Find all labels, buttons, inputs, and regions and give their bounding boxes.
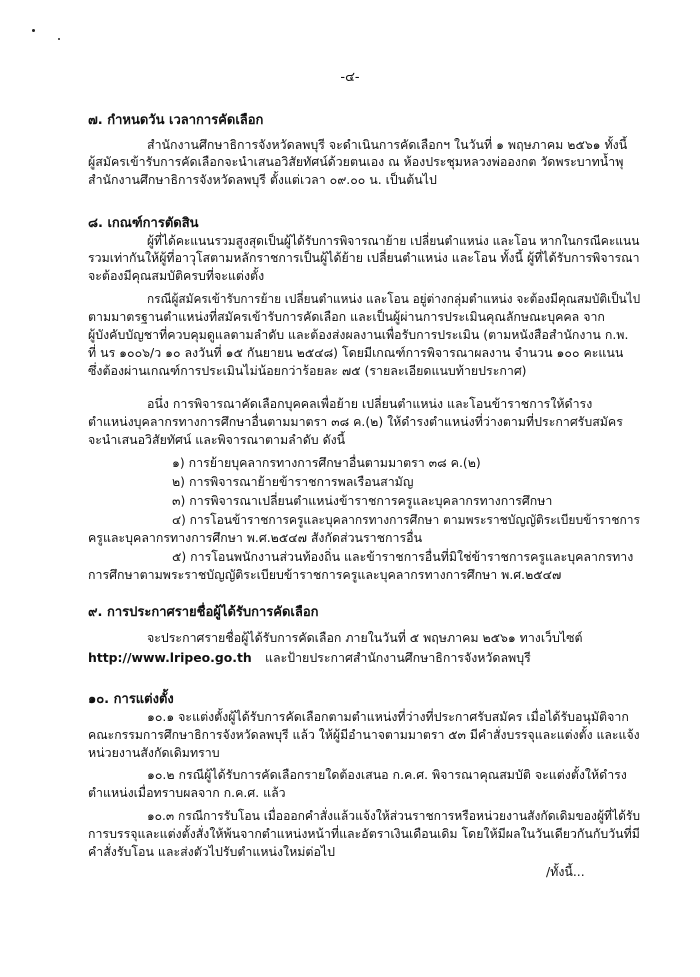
paragraph-line: จะต้องมีคุณสมบัติครบที่จะแต่งตั้ง bbox=[88, 268, 265, 283]
paragraph-line: คำสั่งรับโอน และส่งตัวไปรับตำแหน่งใหม่ต่อไป bbox=[88, 844, 336, 859]
website-url-text: http://www.lripeo.go.th bbox=[88, 650, 252, 665]
section-9-heading: ๙. การประกาศรายชื่อผู้ได้รับการคัดเลือก bbox=[88, 605, 319, 620]
paragraph-line: หน่วยงานสังกัดเดิมทราบ bbox=[88, 745, 220, 760]
paragraph-line: ผู้ที่ได้คะแนนรวมสูงสุดเป็นผู้ได้รับการพิจารณาย้าย เปลี่ยนตำแหน่ง และโอน หากในกรณีคะแนน bbox=[147, 233, 640, 248]
paragraph-line: คณะกรรมการศึกษาธิการจังหวัดลพบุรี แล้ว ให้ผู้มีอำนาจตามมาตรา ๕๓ มีคำสั่งบรรจุและแต่งตั้ง และแจ้ง bbox=[88, 727, 640, 742]
paragraph-line: ตำแหน่งเมื่อทราบผลจาก ก.ค.ศ. แล้ว bbox=[88, 785, 286, 800]
list-item: ๔) การโอนข้าราชการครูและบุคลากรทางการศึกษา ตามพระราชบัญญัติระเบียบข้าราชการ bbox=[172, 512, 640, 527]
paragraph-line: จะประกาศรายชื่อผู้ได้รับการคัดเลือก ภายในวันที่ ๕ พฤษภาคม ๒๕๖๑ ทางเว็บไซต์ bbox=[147, 630, 583, 645]
paragraph-line: ผู้บังคับบัญชาที่ควบคุมดูแลตามลำดับ และต้องส่งผลงานเพื่อรับการประเมิน (ตามหนังสือสำนักงาน ก.พ. bbox=[88, 327, 629, 342]
paragraph-line: จะนำเสนอวิสัยทัศน์ และพิจารณาตามลำดับ ดังนี้ bbox=[88, 432, 346, 447]
list-item-continuation: ครูและบุคลากรทางการศึกษา พ.ศ.๒๕๔๗ สังกัดส่วนราชการอื่น bbox=[88, 530, 423, 545]
continuation-marker: /ทั้งนี้... bbox=[546, 864, 585, 879]
page-number: -๔- bbox=[340, 70, 360, 85]
list-item-continuation: การศึกษาตามพระราชบัญญัติระเบียบข้าราชการครูและบุคลากรทางการศึกษา พ.ศ.๒๕๔๗ bbox=[88, 567, 562, 582]
list-item: ๑) การย้ายบุคลากรทางการศึกษาอื่นตามมาตรา ๓๘ ค.(๒) bbox=[172, 455, 481, 470]
section-8-heading: ๘. เกณฑ์การตัดสิน bbox=[88, 216, 199, 231]
paragraph-line: ที่ นร ๑๐๐๖/ว ๑๐ ลงวันที่ ๑๕ กันยายน ๒๕๔๘) โดยมีเกณฑ์การพิจารณาผลงาน จำนวน ๑๐๐ คะแนน bbox=[88, 345, 624, 360]
scan-speck bbox=[32, 29, 35, 32]
paragraph-line: ตามมาตรฐานตำแหน่งที่สมัครเข้ารับการคัดเลือก และเป็นผู้ผ่านการประเมินคุณลักษณะบุคคล จาก bbox=[88, 309, 605, 324]
paragraph-line: ๑๐.๓ กรณีการรับโอน เมื่อออกคำสั่งแล้วแจ้งให้ส่วนราชการหรือหน่วยงานสังกัดเดิมของผู้ที่ได้รับ bbox=[147, 808, 641, 823]
paragraph-line: และป้ายประกาศสำนักงานศึกษาธิการจังหวัดลพบุรี bbox=[265, 650, 531, 665]
paragraph-line: กรณีผู้สมัครเข้ารับการย้าย เปลี่ยนตำแหน่ง และโอน อยู่ต่างกลุ่มตำแหน่ง จะต้องมีคุณสมบัติเป็นไป bbox=[147, 291, 641, 306]
section-7-heading: ๗. กำหนดวัน เวลาการคัดเลือก bbox=[88, 113, 264, 128]
paragraph-line: รวมเท่ากันให้ผู้ที่อาวุโสตามหลักราชการเป็นผู้ได้ย้าย เปลี่ยนตำแหน่ง และโอน ทั้งนี้ ผู้ที่ได้รับการพิจารณา bbox=[88, 250, 640, 265]
paragraph-line: สำนักงานศึกษาธิการจังหวัดลพบุรี ตั้งแต่เวลา ๐๙.๐๐ น. เป็นต้นไป bbox=[88, 172, 437, 187]
paragraph-line: การบรรจุและแต่งตั้งสั่งให้พ้นจากตำแหน่งหน้าที่และอัตราเงินเดือนเดิม โดยให้มีผลในวันเดียวกันกับวันที่มี bbox=[88, 826, 640, 841]
list-item: ๕) การโอนพนักงานส่วนท้องถิ่น และข้าราชการอื่นที่มิใช่ข้าราชการครูและบุคลากรทาง bbox=[172, 549, 634, 564]
paragraph-line: ผู้สมัครเข้ารับการคัดเลือกจะนำเสนอวิสัยทัศน์ด้วยตนเอง ณ ห้องประชุมหลวงพ่อองกต วัดพระบาทน้ำพุ bbox=[88, 154, 624, 169]
list-item: ๒) การพิจารณาย้ายข้าราชการพลเรือนสามัญ bbox=[172, 474, 414, 489]
paragraph-line: อนึ่ง การพิจารณาคัดเลือกบุคคลเพื่อย้าย เปลี่ยนตำแหน่ง และโอนข้าราชการให้ดำรง bbox=[147, 396, 593, 411]
paragraph-line: สำนักงานศึกษาธิการจังหวัดลพบุรี จะดำเนินการคัดเลือกฯ ในวันที่ ๑ พฤษภาคม ๒๕๖๑ ทั้งนี้ bbox=[147, 137, 628, 152]
scan-speck bbox=[58, 38, 60, 40]
paragraph-line: ตำแหน่งบุคลากรทางการศึกษาอื่นตามมาตรา ๓๘ ค.(๒) ให้ดำรงตำแหน่งที่ว่างตามที่ประกาศรับสมัคร bbox=[88, 414, 623, 429]
section-10-heading: ๑๐. การแต่งตั้ง bbox=[88, 692, 174, 707]
paragraph-line: ๑๐.๒ กรณีผู้ได้รับการคัดเลือกรายใดต้องเสนอ ก.ค.ศ. พิจารณาคุณสมบัติ จะแต่งตั้งให้ดำรง bbox=[147, 767, 627, 782]
list-item: ๓) การพิจารณาเปลี่ยนตำแหน่งข้าราชการครูและบุคลากรทางการศึกษา bbox=[172, 493, 553, 508]
paragraph-line: ๑๐.๑ จะแต่งตั้งผู้ได้รับการคัดเลือกตามตำแหน่งที่ว่างที่ประกาศรับสมัคร เมื่อได้รับอนุมัติจาก bbox=[147, 709, 629, 724]
paragraph-line: ซึ่งต้องผ่านเกณฑ์การประเมินไม่น้อยกว่าร้อยละ ๗๕ (รายละเอียดแนบท้ายประกาศ) bbox=[88, 363, 527, 378]
